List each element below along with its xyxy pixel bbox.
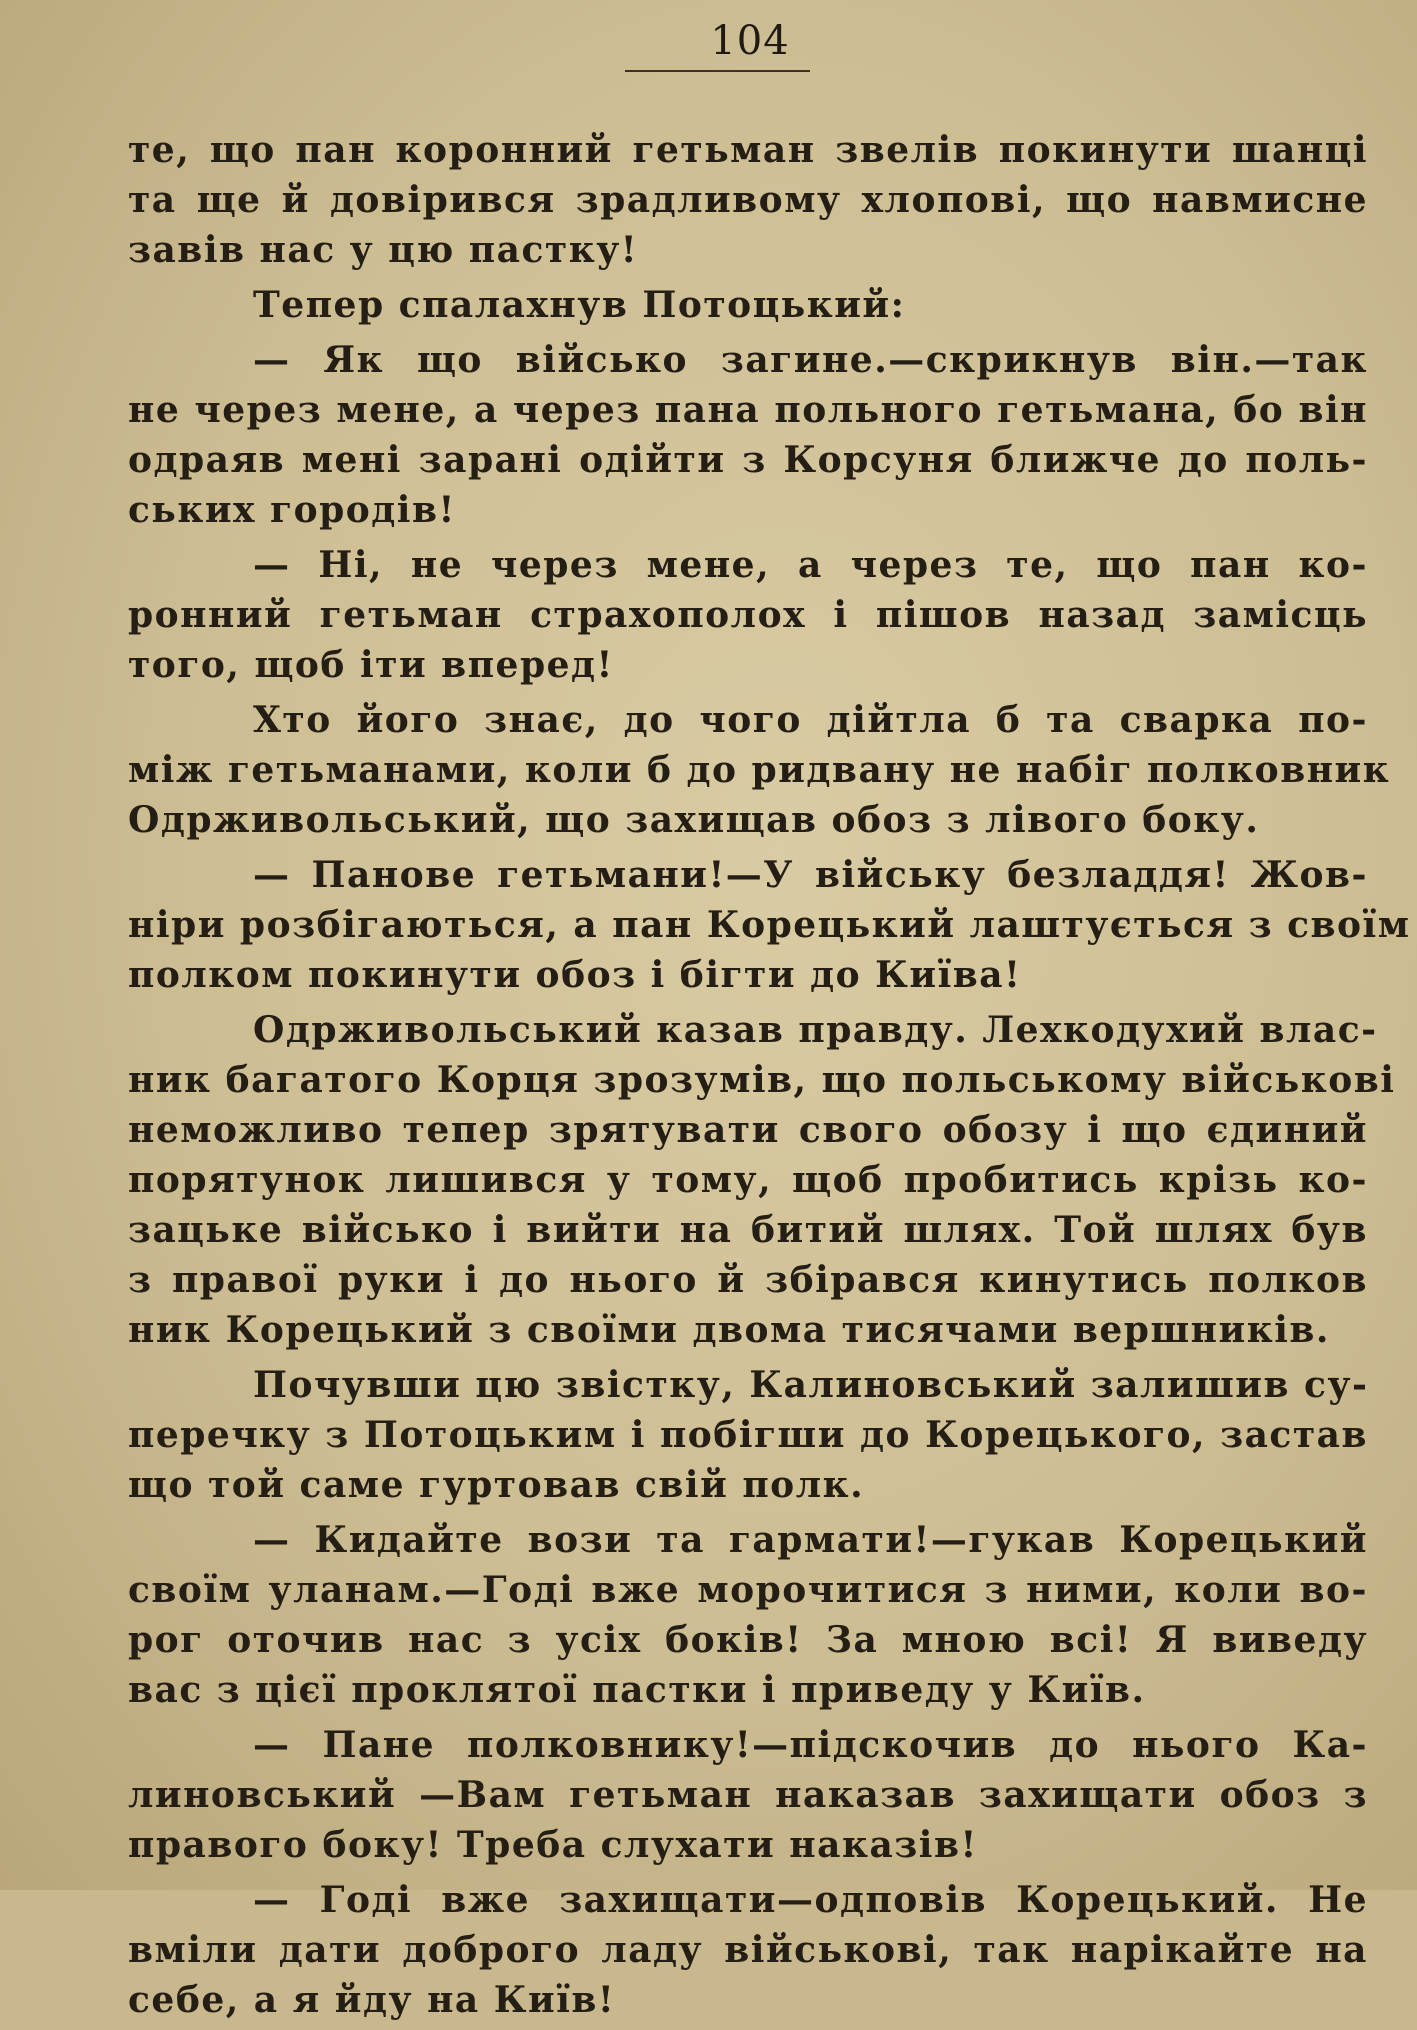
text-line: ник багатого Корця зрозумів, що польському військові — [128, 1059, 1396, 1101]
text-line: між гетьманами, коли б до ридвану не набіг полковник — [128, 749, 1391, 791]
text-line: — Годі вже захищати—одповів Корецький. Не — [253, 1879, 1368, 1921]
text-line: ронний гетьман страхополох і пішов назад замісць — [128, 594, 1368, 636]
text-line: линовський —Вам гетьман наказав захищати обоз з — [128, 1774, 1368, 1816]
text-line: правого боку! Треба слухати наказів! — [128, 1824, 978, 1866]
paragraph — [128, 540, 1368, 690]
text-line: своїм уланам.—Годі вже морочитися з ними, коли во- — [128, 1569, 1368, 1611]
text-line: себе, а я йду на Київ! — [128, 1979, 616, 2021]
text-line: ник Корецький з своїми двома тисячами вершників. — [128, 1309, 1330, 1351]
text-line: — Кидайте вози та гармати!—гукав Корецький — [253, 1519, 1368, 1561]
text-line: завів нас у цю пастку! — [128, 229, 639, 271]
text-line: Тепер спалахнув Потоцький: — [253, 284, 906, 326]
text-line: порятунок лишився у тому, щоб пробитись крізь ко- — [128, 1159, 1368, 1201]
page-number-rule — [625, 70, 810, 72]
text-line: вас з цієї проклятої пастки і приведу у Київ. — [128, 1669, 1146, 1711]
text-line: рог оточив нас з усіх боків! За мною всі! Я виведу — [128, 1619, 1368, 1661]
text-line: — Панове гетьмани!—У війську безладдя! Жов- — [253, 854, 1368, 896]
text-line: вміли дати доброго ладу військові, так нарікайте на — [128, 1929, 1368, 1971]
text-line: ських городів! — [128, 489, 456, 531]
body-text — [128, 125, 1411, 2030]
paragraph — [128, 125, 1368, 275]
paragraph — [128, 850, 1411, 1000]
text-line: перечку з Потоцьким і побігши до Корецького, застав — [128, 1414, 1368, 1456]
text-line: та ще й довірився зрадливому хлопові, що навмисне — [128, 179, 1368, 221]
text-line: не через мене, а через пана польного гетьмана, бо він — [128, 389, 1368, 431]
text-line: Одрживольський, що захищав обоз з лівого боку. — [128, 799, 1260, 841]
text-line: неможливо тепер зрятувати свого обозу і що єдиний — [128, 1109, 1368, 1151]
text-line: з правої руки і до нього й збірався кинутись полков — [128, 1259, 1368, 1301]
text-line: Почувши цю звістку, Калиновський залишив су- — [253, 1364, 1369, 1406]
text-line: — Ні, не через мене, а через те, що пан ко- — [253, 544, 1368, 586]
text-line: полком покинути обоз і бігти до Київа! — [128, 954, 1022, 996]
paragraph — [128, 1360, 1368, 1510]
paragraph — [128, 1005, 1396, 1355]
paragraph — [128, 1515, 1368, 1715]
text-line: що той саме гуртовав свій полк. — [128, 1464, 865, 1506]
paragraph — [128, 280, 1368, 330]
page-number: 104 — [710, 18, 790, 64]
text-line: ніри розбігаються, а пан Корецький лаштується з своїм — [128, 904, 1411, 946]
text-line: зацьке військо і вийти на битий шлях. Той шлях був — [128, 1209, 1368, 1251]
text-line: — Пане полковнику!—підскочив до нього Ка- — [253, 1724, 1368, 1766]
paragraph — [128, 1720, 1368, 1870]
text-line: Одрживольський казав правду. Лехкодухий влас- — [253, 1009, 1378, 1051]
paragraph — [128, 1875, 1368, 2025]
text-line: Хто його знає, до чого дійтла б та сварка по- — [253, 699, 1368, 741]
text-line: одраяв мені зарані одійти з Корсуня ближче до поль- — [128, 439, 1368, 481]
text-line: те, що пан коронний гетьман звелів покинути шанці — [128, 129, 1368, 171]
paragraph — [128, 695, 1391, 845]
text-line: — Як що військо загине.—скрикнув він.—так — [253, 339, 1368, 381]
paragraph — [128, 335, 1368, 535]
text-line: того, щоб іти вперед! — [128, 644, 614, 686]
